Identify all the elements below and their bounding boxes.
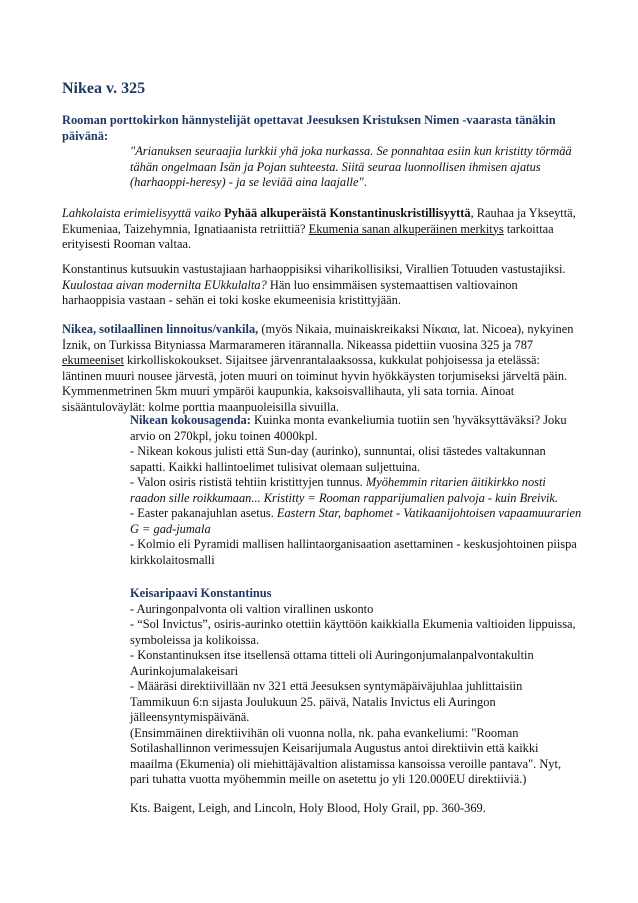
emperor-heading: Keisaripaavi Konstantinus [130,586,272,600]
source-citation: Kts. Baigent, Leigh, and Lincoln, Holy Blood, Holy Grail, pp. 360-369. [130,801,486,815]
ecumenia-link[interactable]: Ekumenia sanan alkuperäinen merkitys [308,221,504,236]
para1-italic: Lahkolaista erimielisyyttä vaiko [62,206,221,220]
agenda-item-2-italic: Myöhemmin ritarien äitikirkko nosti raadon sille roikkumaan... Kristitty = Rooman rapparijumalien palvoja - kuin Breivik. [130,475,558,505]
emperor-item-4: - Määräsi direktiivillään nv 321 että Jeesuksen syntymäpäiväjuhlaa juhlittaisiin Tammikuun 6:n sijasta Joulukuun 25. päivä, Natalis Invictus eli Auringon jälleensyntymispäivänä. [130,679,523,724]
paragraph-nikea [62,322,580,415]
agenda-item-3-plain: - Easter pakanajuhlan asetus. [130,506,274,520]
agenda-item-1: - Nikean kokous julisti että Sun-day (aurinko), sunnuntai, olisi tästedes valtakunnan sapatti. Kaikki hallintoelimet tulisivat olemaan suljettuina. [130,444,546,474]
para1-mid: , Rauhaa ja Ykseyttä, Ekumeniaa, Taizehymnia, Ignatiaanista retriittiä? [62,206,576,236]
agenda-heading: Nikean kokousagenda: [130,413,251,427]
emperor-item-3: - Konstantinuksen itse itsellensä ottama titteli oli Auringonjumalanpalvontakultin Aurinkojumalakeisari [130,648,534,678]
source-block [130,801,582,817]
para1-end: tarkoittaa erityisesti Rooman valtaa. [62,221,554,251]
intro-quote-block [130,144,582,191]
intro-heading: Rooman porttokirkon hännystelijät opettavat Jeesuksen Kristuksen Nimen -vaarasta tänäkin päivänä: [62,113,556,143]
agenda-item-4: - Kolmio eli Pyramidi mallisen hallintaorganisaation asettaminen - keskusjohtoinen piispa kirkkolaitosmalli [130,537,577,567]
intro-quote: "Arianuksen seuraajia lurkkii yhä joka nurkassa. Se ponnahtaa esiin kun kristitty törmää tähän ongelmaan Isän ja Pojan suhteesta. Siitä seuraa luonnollisen ihmisen ajatus (harhaoppi-heresy) - ja se leviää aina laajalle" [130,144,572,189]
emperor-item-5: (Ensimmäinen direktiivihän oli vuonna nolla, nk. paha evankeliumi: "Rooman Sotilashallinnon verimessujen Keisarijumala Augustus antoi direktiivin että kaikki maailma (Ekumenia) oli miehittäjävaltion alistamissa kansoissa veroille pantava". Nyt, pari tuhatta vuotta myöhemmin meille on asetettu jo yli 120.000EU direktiiviä.) [130,725,562,786]
para3-bold: Nikea, sotilaallinen linnoitus/vankila, [62,322,259,336]
paragraph-ecumenism [62,206,580,253]
emperor-item-2: - “Sol Invictus”, osiris-aurinko otettiin käyttöön kaikkialla Ekumenia valtioiden lippuissa, symboleissa ja kolikoissa. [130,617,576,647]
para2-start: Konstantinus kutsuukin vastustajiaan harhaoppisiksi viharikollisiksi, Virallien Totuuden vastustajiksi. [62,262,566,276]
paragraph-constantine [62,262,580,309]
intro-quote-end: . [363,175,367,189]
para2-italic: Kuulostaa aivan modernilta EUkkulalta? [62,277,267,292]
para3-text1: (myös Nikaia, muinaiskreikaksi Νίκαια, lat. Nicoea), nykyinen İznik, on Turkissa Bityniassa Marmarameren itärannalla. Nikeassa pidettiin vuosina 325 ja 787 [62,322,574,352]
agenda-head-text: Kuinka monta evankeliumia tuotiin sen 'hyväksyttäväksi? Joku arvio on 270kpl, joku toinen 4000kpl. [130,413,567,443]
emperor-block [130,586,582,788]
para2-end: Hän luo ensimmäisen systemaattisen valtiovainon harhaoppisia vastaan - sehän ei toki koske ekumeenisia kristittyjään. [62,277,518,307]
agenda-item-3-italic: Eastern Star, baphomet - Vatikaanijohtoisen vapaamuurarien G = gad-jumala [130,506,582,536]
emperor-item-1: - Auringonpalvonta oli valtion virallinen uskonto [130,601,374,616]
agenda-block [130,413,582,568]
intro-block [62,113,580,144]
agenda-item-2-plain: - Valon osiris rististä tehtiin kristittyjen tunnus. [130,475,363,489]
para1-bold: Pyhää alkuperäistä Konstantinuskristillisyyttä [224,206,471,220]
para3-text2: kirkolliskokoukset. Sijaitsee järvenrantalaaksossa, kukkulat pohjoisessa ja etelässä: läntinen muuri nousee järvestä, joten muuri on toiminut hyvin hyökkäysten torjumiseksi järveltä päin. Kymmenmetrinen 5km muuri ympäröi kaupunkia, kaksoisvallihauta, yli sata tornia. Ainoat sisääntuloväylät: kolme porttia maanpuoleisilla sivuilla. [62,353,568,414]
ecumenical-link[interactable]: ekumeeniset [62,353,124,367]
page-title: Nikea v. 325 [62,80,146,97]
